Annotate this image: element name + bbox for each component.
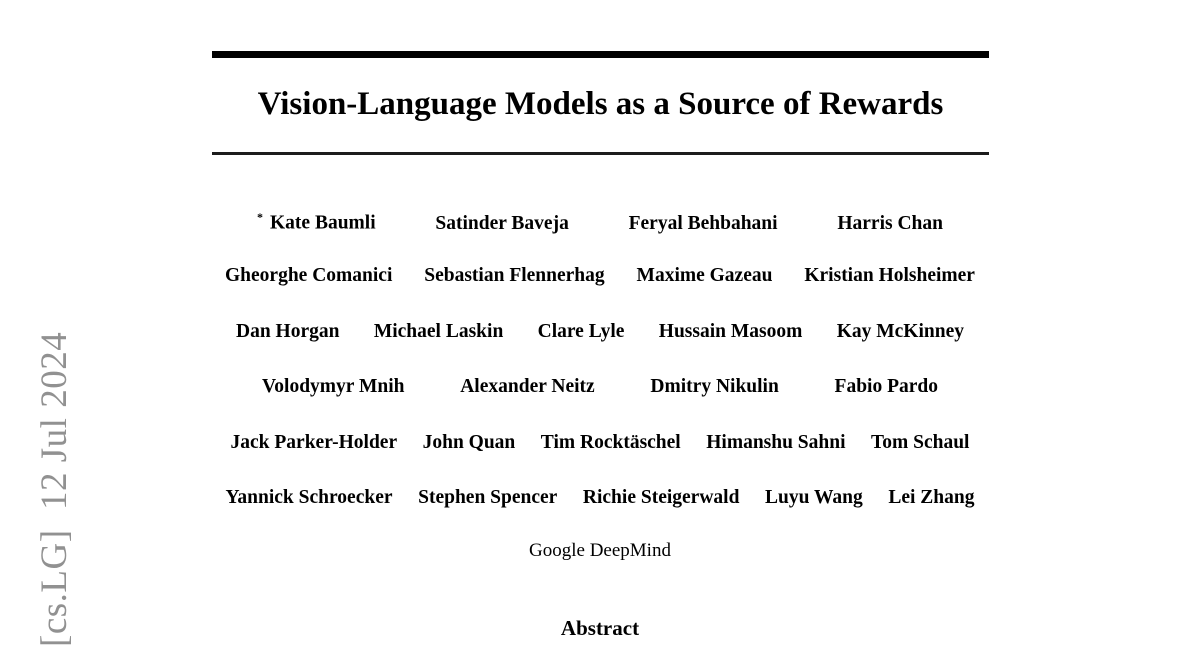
author-row-6 [226,487,975,509]
title-rule-top [212,51,989,58]
author-name: Michael Laskin [373,321,504,342]
author-row-5 [231,432,970,454]
author-name: Hussain Masoom [658,321,803,342]
author-name: Richie Steigerwald [582,487,740,508]
author-name: Fabio Pardo [834,376,938,397]
author-name: Maxime Gazeau [636,265,773,286]
author-name: Gheorghe Comanici [225,265,393,286]
author-row-2 [225,265,975,287]
author-name: Volodymyr Mnih [262,376,405,397]
author-name: Jack Parker-Holder [230,432,398,453]
author-name: Himanshu Sahni [706,432,846,453]
author-name: Sebastian Flennerhag [424,265,605,286]
author-name: Satinder Baveja [435,212,569,234]
author-name: Tom Schaul [871,432,970,453]
author-row-3 [236,321,964,343]
author-row-1 [257,210,943,235]
arxiv-watermark: [cs.LG] 12 Jul 2024 [34,331,75,647]
author-name: Kristian Holsheimer [804,265,975,286]
author-name: Dmitry Nikulin [650,376,779,397]
author-name [257,210,376,235]
author-name: Alexander Neitz [460,376,595,397]
abstract-heading: Abstract [560,616,640,640]
author-name-text: Kate Baumli [270,212,376,234]
author-name: Harris Chan [837,212,943,234]
author-name: Dan Horgan [236,321,340,342]
author-name: Yannick Schroecker [225,487,393,508]
author-name: Kay McKinney [836,321,964,342]
title-rule-bottom [212,152,989,155]
author-name: Tim Rocktäschel [540,432,681,453]
affiliation: Google DeepMind [529,540,671,561]
author-name: Clare Lyle [537,321,625,342]
author-name: Lei Zhang [888,487,975,508]
author-name: Luyu Wang [765,487,863,508]
author-name: Stephen Spencer [418,487,558,508]
author-name: John Quan [422,432,516,453]
footnote-asterisk: * [257,210,263,224]
author-name: Feryal Behbahani [628,212,778,234]
paper-title: Vision-Language Models as a Source of Rewards [257,86,944,122]
author-row-4 [262,376,938,398]
